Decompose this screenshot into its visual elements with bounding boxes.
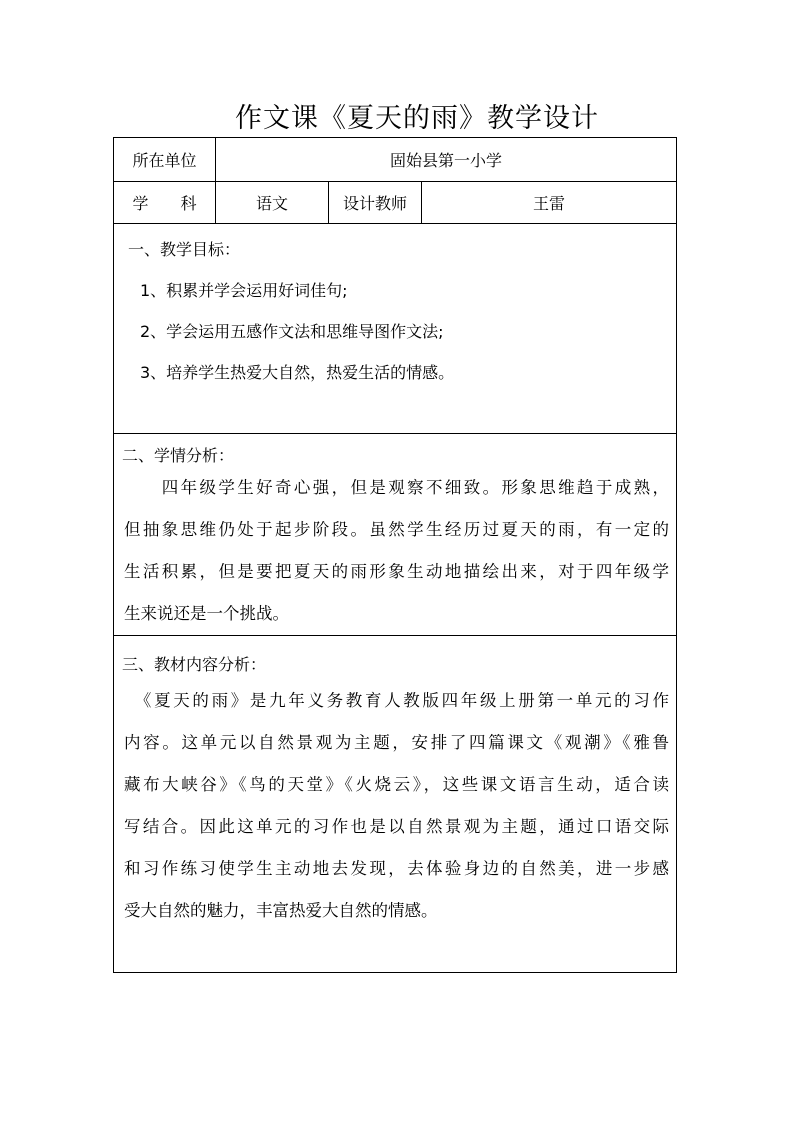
text-line: 四年级学生好奇心强，但是观察不细致。形象思维趋于成熟， xyxy=(124,478,669,497)
subject-value: 语文 xyxy=(255,193,288,213)
section-heading: 三、教材内容分析： xyxy=(122,655,267,674)
teacher-label: 设计教师 xyxy=(342,193,407,213)
teacher-value: 王雷 xyxy=(532,193,565,213)
lesson-plan-table xyxy=(113,137,677,973)
goal-item: 3、培养学生热爱大自然，热爱生活的情感。 xyxy=(140,363,455,382)
page-title: 作文课《夏天的雨》教学设计 xyxy=(235,103,599,134)
text-line: 和习作练习使学生主动地去发现，去体验身边的自然美，进一步感 xyxy=(124,859,669,878)
subject-label: 学 科 xyxy=(132,193,197,213)
text-line: 受大自然的魅力，丰富热爱大自然的情感。 xyxy=(124,901,438,920)
material-analysis-section xyxy=(114,635,676,973)
text-line: 生来说还是一个挑战。 xyxy=(124,604,289,623)
goal-item: 2、学会运用五感作文法和思维导图作文法; xyxy=(140,322,444,341)
paragraph xyxy=(124,467,669,635)
text-line: 但抽象思维仍处于起步阶段。虽然学生经历过夏天的雨，有一定的 xyxy=(124,520,669,539)
unit-value: 固始县第一小学 xyxy=(389,151,502,170)
text-line: 《夏天的雨》是九年义务教育人教版四年级上册第一单元的习作 xyxy=(124,691,669,710)
text-line: 内容。这单元以自然景观为主题，安排了四篇课文《观潮》《雅鲁 xyxy=(124,733,669,752)
unit-label: 所在单位 xyxy=(132,151,197,170)
section-heading: 二、学情分析： xyxy=(122,446,235,465)
paragraph xyxy=(124,680,669,932)
text-line: 写结合。因此这单元的习作也是以自然景观为主题，通过口语交际 xyxy=(124,817,669,836)
goal-item: 1、积累并学会运用好词佳句; xyxy=(140,281,348,300)
teaching-goals-section xyxy=(114,223,676,434)
student-analysis-section xyxy=(114,433,676,636)
unit-row xyxy=(114,138,676,182)
section-heading: 一、教学目标： xyxy=(128,240,241,259)
subject-row xyxy=(114,181,676,224)
text-line: 藏布大峡谷》《鸟的天堂》《火烧云》，这些课文语言生动，适合读 xyxy=(124,775,669,794)
text-line: 生活积累，但是要把夏天的雨形象生动地描绘出来，对于四年级学 xyxy=(124,562,669,581)
